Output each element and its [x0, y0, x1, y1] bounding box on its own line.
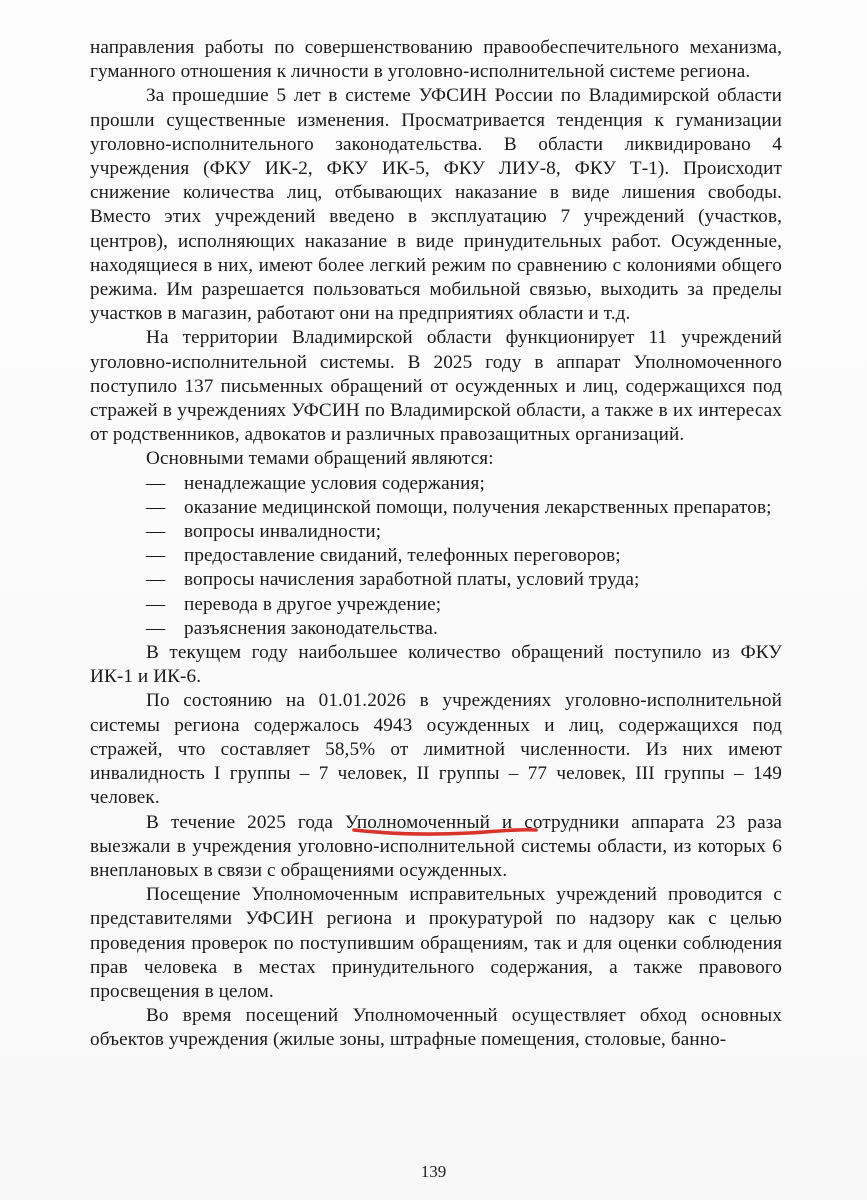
- list-item: — разъяснения законодательства.: [90, 617, 782, 641]
- list-dash: —: [146, 496, 166, 518]
- paragraph-most-appeals: В текущем году наибольшее количество обращений поступило из ФКУ ИК-1 и ИК-6.: [90, 642, 782, 688]
- list-item: — перевода в другое учреждение;: [90, 593, 782, 617]
- paragraph-visit-purpose: Посещение Уполномоченным исправительных учреждений проводится с представителями УФСИН региона и прокуратурой по надзору как с целью проведения проверок по поступившим обращениям, так и для оценки соблюдения прав человека в местах принудительного содержания, а также правового просвещения в целом.: [90, 884, 782, 1002]
- list-item: — оказание медицинской помощи, получения лекарственных препаратов;: [90, 496, 782, 520]
- paragraph-inmate-count: По состоянию на 01.01.2026 в учреждениях уголовно-исполнительной системы региона содержалось 4943 осужденных и лиц, содержащихся под стражей, что составляет 58,5% от лимитной численности. Из них имеют инвалидность I группы – 7 человек, II группы – 77 человек, III группы – 149 человек.: [90, 690, 782, 809]
- paragraph-continuation: направления работы по совершенствованию правообеспечительного механизма, гуманного отношения к личности в уголовно-исполнительной системе региона.: [90, 37, 782, 83]
- topics-list: [90, 472, 782, 641]
- list-dash: —: [146, 569, 166, 591]
- list-dash: —: [146, 593, 166, 615]
- list-item: — вопросы начисления заработной платы, условий труда;: [90, 568, 782, 592]
- list-item: — предоставление свиданий, телефонных переговоров;: [90, 544, 782, 568]
- paragraph-inspection: Во время посещений Уполномоченный осуществляет обход основных объектов учреждения (жилые зоны, штрафные помещения, столовые, банно-: [90, 1005, 782, 1051]
- list-dash: —: [146, 472, 166, 494]
- paragraph-institutions: На территории Владимирской области функционирует 11 учреждений уголовно-исполнительной системы. В 2025 году в аппарат Уполномоченного поступило 137 письменных обращений от осужденных и лиц, содержащихся под стражей в учреждениях УФСИН по Владимирской области, а также в их интересах от родственников, адвокатов и различных правозащитных организаций.: [90, 327, 782, 446]
- list-dash: —: [146, 545, 166, 567]
- list-item: — ненадлежащие условия содержания;: [90, 472, 782, 496]
- paragraph-reforms: За прошедшие 5 лет в системе УФСИН России по Владимирской области прошли существенные изменения. Просматривается тенденция к гуманизации уголовно-исполнительного законодательства. В области ликвидировано 4 учреждения (ФКУ ИК-2, ФКУ ИК-5, ФКУ ЛИУ-8, ФКУ Т-1). Происходит снижение количества лиц, отбывающих наказание в виде лишения свободы. Вместо этих учреждений введено в эксплуатацию 7 учреждений (участков, центров), исполняющих наказание в виде принудительных работ. Осужденные, находящиеся в них, имеют более легкий режим по сравнению с колониями общего режима. Им разрешается пользоваться мобильной связью, выходить за пределы участков в магазин, работают они на предприятиях области и т.д.: [90, 85, 782, 325]
- list-dash: —: [146, 617, 166, 639]
- paragraph-visits: В течение 2025 года Уполномоченный и сотрудники аппарата 23 раза выезжали в учреждения уголовно-исполнительной системы области, из которых 6 внеплановых в связи с обращениями осужденных.: [90, 811, 782, 881]
- paragraph-topics-intro: Основными темами обращений являются:: [146, 448, 494, 470]
- list-item: — вопросы инвалидности;: [90, 520, 782, 544]
- list-dash: —: [146, 521, 166, 543]
- page-number: 139: [420, 1162, 447, 1181]
- document-body: [90, 36, 782, 1053]
